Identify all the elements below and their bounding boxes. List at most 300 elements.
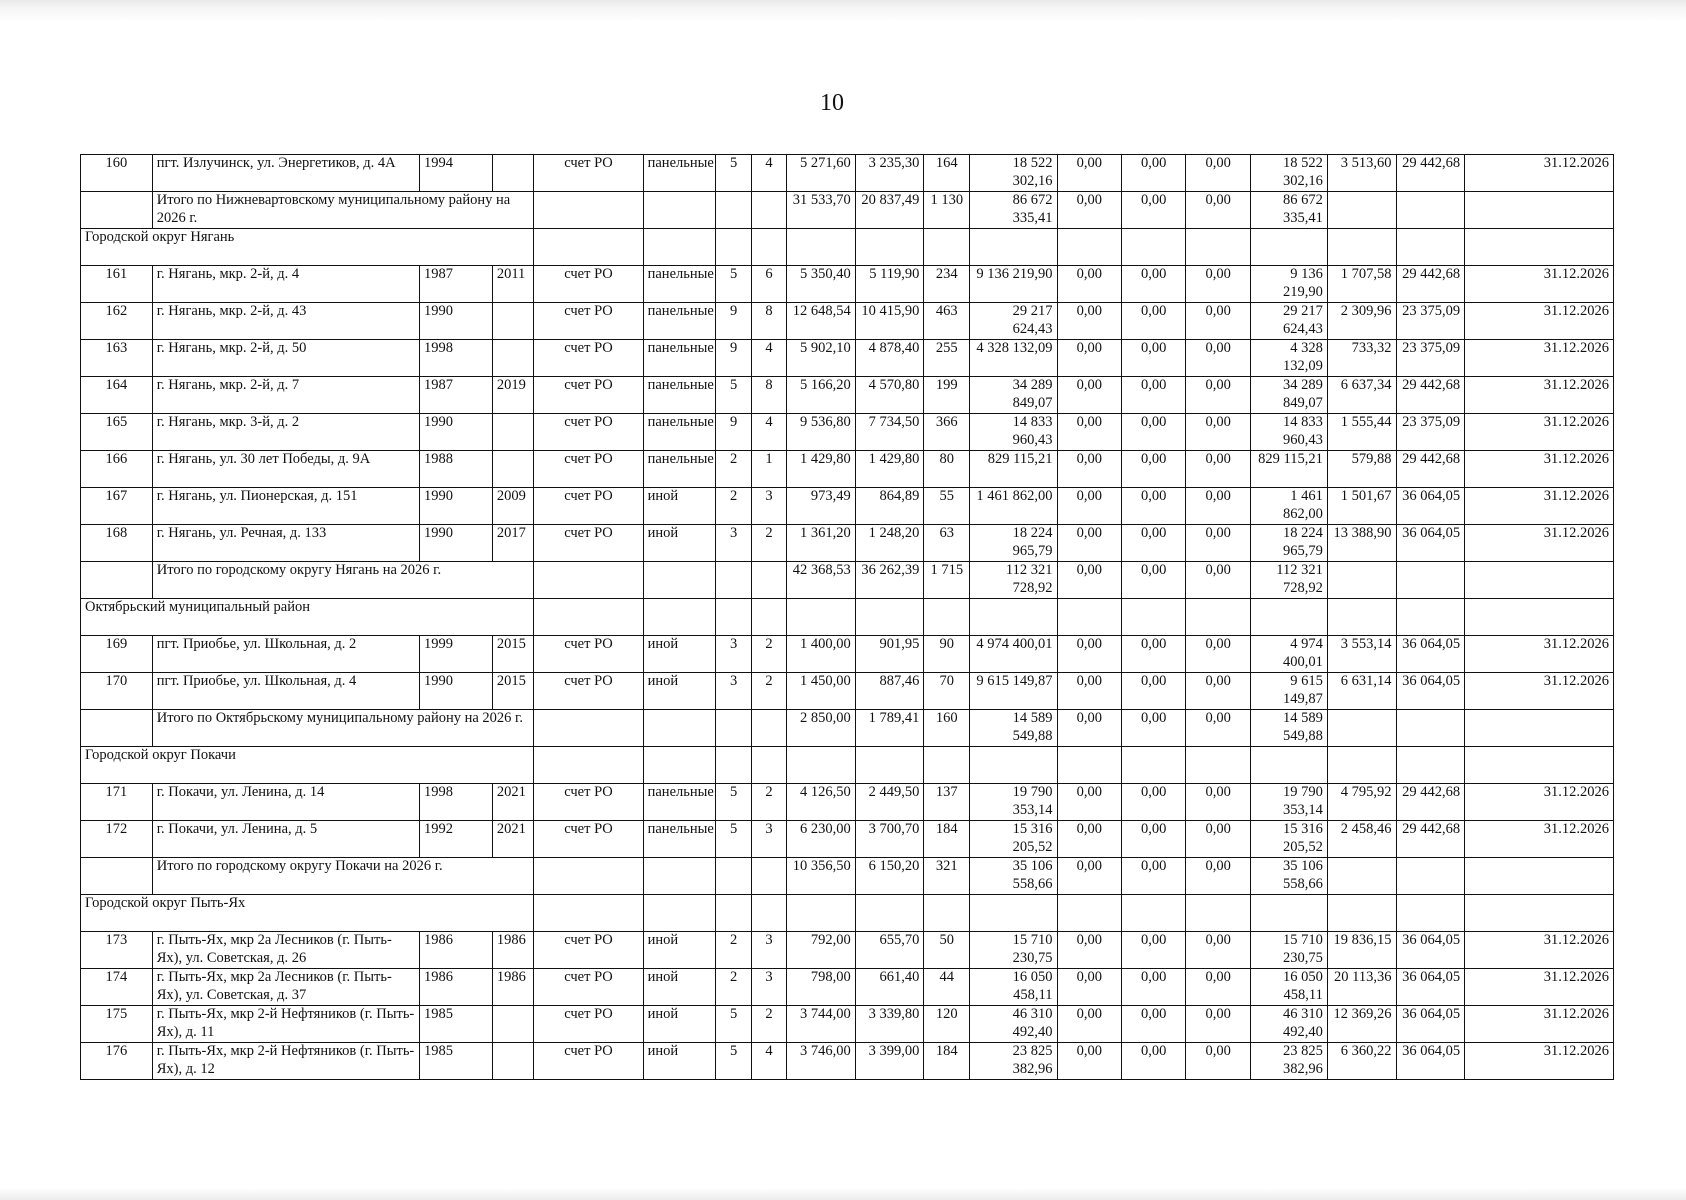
cell-empty: [1327, 895, 1396, 932]
cell-entrances: 3: [751, 932, 786, 969]
cell-row-number: 169: [81, 636, 153, 673]
cell-empty: [534, 599, 643, 636]
section-row: [81, 599, 1614, 636]
cell-deadline: 31.12.2026: [1465, 488, 1614, 525]
cell-max-unit-cost: 36 064,05: [1396, 673, 1465, 710]
cell-entrances: 8: [751, 303, 786, 340]
cell-year-built: 1998: [420, 784, 493, 821]
cell-living-area: 887,46: [855, 673, 924, 710]
cell-address: пгт. Приобье, ул. Школьная, д. 2: [152, 636, 419, 673]
cell-residents: 199: [924, 377, 970, 414]
cell-total-area: 5 271,60: [787, 155, 856, 192]
cell-deadline: 31.12.2026: [1465, 155, 1614, 192]
cell-unit-cost: 1 707,58: [1327, 266, 1396, 303]
cell-year-repair: 2015: [492, 636, 534, 673]
cell-cost-fund-local: 0,00: [1186, 414, 1250, 451]
cell-total-cost: 1 461 862,00: [970, 488, 1057, 525]
cell-empty: [1057, 599, 1121, 636]
total-total-cost: 35 106 558,66: [970, 858, 1057, 895]
cell-empty: [716, 599, 751, 636]
cell-total-cost: 14 833 960,43: [970, 414, 1057, 451]
cell-total-area: 5 350,40: [787, 266, 856, 303]
cell-empty: [751, 229, 786, 266]
cell-total-cost: 4 974 400,01: [970, 636, 1057, 673]
cell-year-repair: 2009: [492, 488, 534, 525]
total-cost-owners: 14 589 549,88: [1250, 710, 1327, 747]
cell-unit-cost: 1 501,67: [1327, 488, 1396, 525]
cell-living-area: 2 449,50: [855, 784, 924, 821]
cell-deadline: 31.12.2026: [1465, 636, 1614, 673]
table-row: [81, 266, 1614, 303]
cell-empty: [716, 562, 751, 599]
cell-empty: [534, 710, 643, 747]
cell-wall-material: панельные: [643, 340, 716, 377]
total-row: [81, 562, 1614, 599]
cell-residents: 463: [924, 303, 970, 340]
cell-living-area: 3 339,80: [855, 1006, 924, 1043]
total-cost-fund-local: 0,00: [1186, 710, 1250, 747]
total-cost-fund-local: 0,00: [1186, 858, 1250, 895]
cell-address: г. Покачи, ул. Ленина, д. 5: [152, 821, 419, 858]
cell-cost-owners: 1 461 862,00: [1250, 488, 1327, 525]
cell-deadline: 31.12.2026: [1465, 969, 1614, 1006]
cell-floors: 3: [716, 673, 751, 710]
total-total-cost: 86 672 335,41: [970, 192, 1057, 229]
cell-empty: [924, 229, 970, 266]
cell-living-area: 661,40: [855, 969, 924, 1006]
cell-row-number: 164: [81, 377, 153, 414]
cell-empty: [751, 599, 786, 636]
cell-cost-fund-fed: 0,00: [1057, 969, 1121, 1006]
cell-empty: [751, 895, 786, 932]
cell-fund-method: счет РО: [534, 821, 643, 858]
cell-year-built: 1986: [420, 932, 493, 969]
cell-year-repair: [492, 303, 534, 340]
cell-total-area: 5 902,10: [787, 340, 856, 377]
cell-row-number: 174: [81, 969, 153, 1006]
cell-total-area: 1 400,00: [787, 636, 856, 673]
cell-living-area: 4 878,40: [855, 340, 924, 377]
cell-floors: 2: [716, 451, 751, 488]
table-row: [81, 1006, 1614, 1043]
cell-entrances: 8: [751, 377, 786, 414]
cell-year-repair: 2015: [492, 673, 534, 710]
table-row: [81, 784, 1614, 821]
cell-empty: [1121, 599, 1185, 636]
cell-address: г. Нягань, мкр. 2-й, д. 43: [152, 303, 419, 340]
cell-total-area: 1 361,20: [787, 525, 856, 562]
cell-empty: [924, 895, 970, 932]
cell-entrances: 4: [751, 340, 786, 377]
cell-empty: [751, 710, 786, 747]
cell-year-built: 1987: [420, 377, 493, 414]
table-row: [81, 488, 1614, 525]
cell-max-unit-cost: 36 064,05: [1396, 636, 1465, 673]
cell-wall-material: иной: [643, 969, 716, 1006]
cell-empty: [643, 562, 716, 599]
cell-year-built: 1985: [420, 1043, 493, 1080]
cell-total-area: 12 648,54: [787, 303, 856, 340]
cell-max-unit-cost: 29 442,68: [1396, 155, 1465, 192]
cell-cost-fund-fed: 0,00: [1057, 451, 1121, 488]
cell-empty: [1250, 599, 1327, 636]
cell-wall-material: иной: [643, 1006, 716, 1043]
cell-living-area: 901,95: [855, 636, 924, 673]
cell-wall-material: панельные: [643, 377, 716, 414]
total-residents: 321: [924, 858, 970, 895]
cell-cost-fund-fed: 0,00: [1057, 155, 1121, 192]
total-label: Итого по городскому округу Нягань на 2026 г.: [152, 562, 534, 599]
cell-address: г. Пыть-Ях, мкр 2-й Нефтяников (г. Пыть-Ях), д. 12: [152, 1043, 419, 1080]
cell-unit-cost: 2 309,96: [1327, 303, 1396, 340]
total-cost-fund-fed: 0,00: [1057, 858, 1121, 895]
table-row: [81, 821, 1614, 858]
total-label: Итого по Нижневартовскому муниципальному району на 2026 г.: [152, 192, 534, 229]
cell-wall-material: панельные: [643, 821, 716, 858]
cell-deadline: 31.12.2026: [1465, 377, 1614, 414]
total-cost-owners: 112 321 728,92: [1250, 562, 1327, 599]
cell-total-area: 5 166,20: [787, 377, 856, 414]
cell-address: г. Нягань, ул. Пионерская, д. 151: [152, 488, 419, 525]
cell-wall-material: панельные: [643, 451, 716, 488]
cell-fund-method: счет РО: [534, 636, 643, 673]
cell-total-area: 3 744,00: [787, 1006, 856, 1043]
total-total-area: 42 368,53: [787, 562, 856, 599]
cell-cost-owners: 9 615 149,87: [1250, 673, 1327, 710]
cell-row-number: 170: [81, 673, 153, 710]
cell-cost-fund-fed: 0,00: [1057, 784, 1121, 821]
cell-cost-fund-region: 0,00: [1121, 488, 1185, 525]
cell-max-unit-cost: 23 375,09: [1396, 340, 1465, 377]
table-row: [81, 525, 1614, 562]
cell-floors: 5: [716, 784, 751, 821]
cell-floors: 3: [716, 636, 751, 673]
cell-living-area: 1 429,80: [855, 451, 924, 488]
cell-row-number: 176: [81, 1043, 153, 1080]
cell-row-number: 166: [81, 451, 153, 488]
cell-empty: [787, 599, 856, 636]
total-cost-fund-region: 0,00: [1121, 562, 1185, 599]
cell-fund-method: счет РО: [534, 377, 643, 414]
cell-empty: [1121, 229, 1185, 266]
cell-floors: 9: [716, 414, 751, 451]
table-row: [81, 932, 1614, 969]
cell-max-unit-cost: 36 064,05: [1396, 969, 1465, 1006]
cell-cost-fund-fed: 0,00: [1057, 636, 1121, 673]
cell-cost-owners: 15 710 230,75: [1250, 932, 1327, 969]
cell-empty: [787, 747, 856, 784]
cell-empty: [1327, 229, 1396, 266]
cell-max-unit-cost: 36 064,05: [1396, 1043, 1465, 1080]
cell-empty: [1186, 747, 1250, 784]
cell-year-repair: 1986: [492, 969, 534, 1006]
cell-wall-material: панельные: [643, 414, 716, 451]
cell-empty: [643, 747, 716, 784]
cell-deadline: 31.12.2026: [1465, 932, 1614, 969]
cell-empty: [1396, 747, 1465, 784]
cell-empty: [1396, 858, 1465, 895]
cell-cost-owners: 46 310 492,40: [1250, 1006, 1327, 1043]
cell-total-area: 6 230,00: [787, 821, 856, 858]
cell-floors: 3: [716, 525, 751, 562]
cell-deadline: 31.12.2026: [1465, 414, 1614, 451]
cell-empty: [1396, 599, 1465, 636]
cell-total-cost: 4 328 132,09: [970, 340, 1057, 377]
total-cost-fund-fed: 0,00: [1057, 710, 1121, 747]
cell-row-number: 167: [81, 488, 153, 525]
cell-empty: [1186, 599, 1250, 636]
cell-max-unit-cost: 29 442,68: [1396, 821, 1465, 858]
cell-cost-fund-local: 0,00: [1186, 673, 1250, 710]
cell-cost-fund-local: 0,00: [1186, 155, 1250, 192]
total-residents: 1 715: [924, 562, 970, 599]
cell-cost-fund-region: 0,00: [1121, 1006, 1185, 1043]
cell-year-repair: 2019: [492, 377, 534, 414]
cell-empty: [534, 229, 643, 266]
cell-address: г. Нягань, мкр. 3-й, д. 2: [152, 414, 419, 451]
cell-cost-fund-fed: 0,00: [1057, 1043, 1121, 1080]
cell-empty: [643, 858, 716, 895]
total-cost-fund-region: 0,00: [1121, 858, 1185, 895]
cell-residents: 80: [924, 451, 970, 488]
cell-year-repair: 2021: [492, 784, 534, 821]
cell-cost-fund-fed: 0,00: [1057, 488, 1121, 525]
cell-empty: [1465, 562, 1614, 599]
cell-empty: [1186, 229, 1250, 266]
cell-max-unit-cost: 36 064,05: [1396, 932, 1465, 969]
cell-total-area: 973,49: [787, 488, 856, 525]
repair-program-table: [80, 154, 1614, 1080]
section-row: [81, 895, 1614, 932]
cell-address: пгт. Приобье, ул. Школьная, д. 4: [152, 673, 419, 710]
cell-deadline: 31.12.2026: [1465, 451, 1614, 488]
cell-entrances: 3: [751, 821, 786, 858]
cell-empty: [855, 229, 924, 266]
cell-empty: [81, 710, 153, 747]
cell-residents: 50: [924, 932, 970, 969]
cell-empty: [716, 192, 751, 229]
cell-residents: 184: [924, 1043, 970, 1080]
cell-wall-material: панельные: [643, 784, 716, 821]
cell-living-area: 7 734,50: [855, 414, 924, 451]
cell-empty: [1327, 192, 1396, 229]
cell-year-built: 1998: [420, 340, 493, 377]
cell-cost-fund-region: 0,00: [1121, 821, 1185, 858]
page-number: 10: [820, 90, 844, 116]
cell-cost-owners: 16 050 458,11: [1250, 969, 1327, 1006]
table-row: [81, 969, 1614, 1006]
cell-cost-fund-region: 0,00: [1121, 266, 1185, 303]
table-row: [81, 377, 1614, 414]
cell-total-cost: 19 790 353,14: [970, 784, 1057, 821]
cell-unit-cost: 3 553,14: [1327, 636, 1396, 673]
cell-wall-material: иной: [643, 932, 716, 969]
cell-wall-material: иной: [643, 673, 716, 710]
cell-empty: [970, 747, 1057, 784]
cell-unit-cost: 4 795,92: [1327, 784, 1396, 821]
cell-cost-fund-region: 0,00: [1121, 525, 1185, 562]
cell-entrances: 1: [751, 451, 786, 488]
cell-floors: 5: [716, 821, 751, 858]
cell-empty: [1327, 562, 1396, 599]
cell-total-area: 792,00: [787, 932, 856, 969]
cell-total-cost: 23 825 382,96: [970, 1043, 1057, 1080]
cell-floors: 2: [716, 932, 751, 969]
cell-unit-cost: 1 555,44: [1327, 414, 1396, 451]
cell-total-cost: 15 316 205,52: [970, 821, 1057, 858]
cell-wall-material: иной: [643, 1043, 716, 1080]
cell-floors: 5: [716, 266, 751, 303]
cell-entrances: 2: [751, 636, 786, 673]
cell-cost-owners: 4 974 400,01: [1250, 636, 1327, 673]
cell-year-repair: [492, 451, 534, 488]
cell-empty: [643, 192, 716, 229]
cell-cost-fund-region: 0,00: [1121, 636, 1185, 673]
cell-empty: [534, 192, 643, 229]
cell-empty: [1465, 192, 1614, 229]
cell-row-number: 171: [81, 784, 153, 821]
cell-empty: [1396, 229, 1465, 266]
cell-empty: [716, 747, 751, 784]
cell-empty: [855, 895, 924, 932]
cell-fund-method: счет РО: [534, 266, 643, 303]
cell-unit-cost: 6 637,34: [1327, 377, 1396, 414]
table-row: [81, 414, 1614, 451]
cell-residents: 120: [924, 1006, 970, 1043]
cell-empty: [1465, 747, 1614, 784]
cell-max-unit-cost: 29 442,68: [1396, 266, 1465, 303]
cell-empty: [643, 599, 716, 636]
cell-cost-fund-region: 0,00: [1121, 932, 1185, 969]
cell-empty: [534, 858, 643, 895]
cell-empty: [81, 192, 153, 229]
cell-fund-method: счет РО: [534, 155, 643, 192]
cell-unit-cost: 3 513,60: [1327, 155, 1396, 192]
cell-year-built: 1988: [420, 451, 493, 488]
cell-residents: 55: [924, 488, 970, 525]
cell-total-cost: 34 289 849,07: [970, 377, 1057, 414]
cell-row-number: 161: [81, 266, 153, 303]
total-total-area: 2 850,00: [787, 710, 856, 747]
cell-floors: 9: [716, 303, 751, 340]
cell-residents: 44: [924, 969, 970, 1006]
section-row: [81, 229, 1614, 266]
cell-empty: [855, 747, 924, 784]
cell-total-area: 4 126,50: [787, 784, 856, 821]
cell-floors: 2: [716, 969, 751, 1006]
cell-fund-method: счет РО: [534, 673, 643, 710]
cell-cost-fund-local: 0,00: [1186, 340, 1250, 377]
cell-year-built: 1990: [420, 303, 493, 340]
total-cost-fund-region: 0,00: [1121, 710, 1185, 747]
cell-deadline: 31.12.2026: [1465, 340, 1614, 377]
cell-residents: 255: [924, 340, 970, 377]
cell-fund-method: счет РО: [534, 932, 643, 969]
cell-cost-fund-local: 0,00: [1186, 784, 1250, 821]
cell-fund-method: счет РО: [534, 969, 643, 1006]
total-cost-owners: 35 106 558,66: [1250, 858, 1327, 895]
cell-empty: [1327, 747, 1396, 784]
cell-max-unit-cost: 29 442,68: [1396, 784, 1465, 821]
cell-fund-method: счет РО: [534, 451, 643, 488]
cell-empty: [1465, 895, 1614, 932]
table-row: [81, 303, 1614, 340]
cell-address: г. Нягань, мкр. 2-й, д. 4: [152, 266, 419, 303]
scan-bottom-edge: [0, 1188, 1686, 1200]
cell-deadline: 31.12.2026: [1465, 673, 1614, 710]
total-total-area: 31 533,70: [787, 192, 856, 229]
cell-cost-fund-fed: 0,00: [1057, 340, 1121, 377]
cell-living-area: 5 119,90: [855, 266, 924, 303]
cell-row-number: 165: [81, 414, 153, 451]
cell-cost-fund-region: 0,00: [1121, 1043, 1185, 1080]
cell-empty: [1057, 229, 1121, 266]
cell-entrances: 3: [751, 488, 786, 525]
cell-cost-fund-fed: 0,00: [1057, 673, 1121, 710]
cell-fund-method: счет РО: [534, 303, 643, 340]
cell-row-number: 173: [81, 932, 153, 969]
cell-empty: [534, 562, 643, 599]
total-cost-fund-local: 0,00: [1186, 192, 1250, 229]
cell-cost-fund-local: 0,00: [1186, 1006, 1250, 1043]
cell-deadline: 31.12.2026: [1465, 525, 1614, 562]
cell-empty: [643, 710, 716, 747]
cell-address: г. Нягань, ул. Речная, д. 133: [152, 525, 419, 562]
cell-wall-material: иной: [643, 525, 716, 562]
cell-address: г. Пыть-Ях, мкр 2а Лесников (г. Пыть-Ях), ул. Советская, д. 37: [152, 969, 419, 1006]
cell-row-number: 172: [81, 821, 153, 858]
cell-cost-fund-local: 0,00: [1186, 377, 1250, 414]
cell-empty: [1250, 895, 1327, 932]
cell-entrances: 2: [751, 1006, 786, 1043]
cell-floors: 2: [716, 488, 751, 525]
cell-empty: [81, 562, 153, 599]
scan-top-edge: [0, 0, 1686, 22]
cell-cost-fund-region: 0,00: [1121, 784, 1185, 821]
cell-address: г. Пыть-Ях, мкр 2-й Нефтяников (г. Пыть-Ях), д. 11: [152, 1006, 419, 1043]
cell-total-area: 1 450,00: [787, 673, 856, 710]
cell-total-cost: 9 136 219,90: [970, 266, 1057, 303]
table-row: [81, 340, 1614, 377]
cell-empty: [1465, 858, 1614, 895]
cell-unit-cost: 13 388,90: [1327, 525, 1396, 562]
cell-total-area: 1 429,80: [787, 451, 856, 488]
cell-empty: [787, 895, 856, 932]
cell-cost-fund-local: 0,00: [1186, 266, 1250, 303]
cell-empty: [534, 747, 643, 784]
cell-entrances: 4: [751, 414, 786, 451]
cell-cost-fund-region: 0,00: [1121, 303, 1185, 340]
cell-cost-owners: 23 825 382,96: [1250, 1043, 1327, 1080]
cell-wall-material: иной: [643, 636, 716, 673]
cell-empty: [1396, 895, 1465, 932]
cell-unit-cost: 12 369,26: [1327, 1006, 1396, 1043]
cell-year-repair: [492, 1006, 534, 1043]
cell-fund-method: счет РО: [534, 1043, 643, 1080]
cell-total-cost: 9 615 149,87: [970, 673, 1057, 710]
cell-empty: [970, 599, 1057, 636]
cell-year-built: 1987: [420, 266, 493, 303]
cell-max-unit-cost: 23 375,09: [1396, 303, 1465, 340]
cell-cost-fund-fed: 0,00: [1057, 303, 1121, 340]
total-residents: 1 130: [924, 192, 970, 229]
cell-empty: [787, 229, 856, 266]
cell-residents: 63: [924, 525, 970, 562]
total-row: [81, 710, 1614, 747]
cell-total-cost: 15 710 230,75: [970, 932, 1057, 969]
cell-living-area: 4 570,80: [855, 377, 924, 414]
cell-unit-cost: 6 631,14: [1327, 673, 1396, 710]
